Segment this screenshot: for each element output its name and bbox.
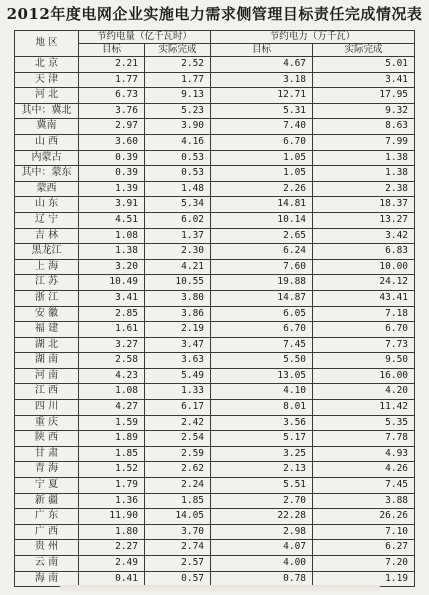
power-target-cell: 4.00 bbox=[211, 556, 313, 572]
table-row bbox=[15, 322, 415, 338]
table-row bbox=[15, 259, 415, 275]
region-cell: 贵 州 bbox=[15, 540, 79, 556]
energy-actual-cell: 3.47 bbox=[145, 337, 211, 353]
table-row bbox=[15, 478, 415, 494]
power-target-cell: 3.18 bbox=[211, 72, 313, 88]
power-actual-cell: 2.38 bbox=[313, 181, 415, 197]
region-cell: 重 庆 bbox=[15, 415, 79, 431]
power-actual-cell: 3.41 bbox=[313, 72, 415, 88]
energy-actual-cell: 2.59 bbox=[145, 446, 211, 462]
power-actual-cell: 5.01 bbox=[313, 57, 415, 73]
power-actual-cell: 17.95 bbox=[313, 88, 415, 104]
energy-actual-cell: 2.30 bbox=[145, 244, 211, 260]
region-cell: 冀南 bbox=[15, 119, 79, 135]
energy-target-cell: 1.85 bbox=[79, 446, 145, 462]
table-row bbox=[15, 306, 415, 322]
energy-target-cell: 3.60 bbox=[79, 134, 145, 150]
power-actual-cell: 6.27 bbox=[313, 540, 415, 556]
region-cell: 辽 宁 bbox=[15, 212, 79, 228]
power-target-cell: 5.31 bbox=[211, 103, 313, 119]
table-row bbox=[15, 353, 415, 369]
energy-actual-cell: 2.57 bbox=[145, 556, 211, 572]
energy-actual-cell: 1.33 bbox=[145, 384, 211, 400]
energy-actual-cell: 2.74 bbox=[145, 540, 211, 556]
table-row bbox=[15, 446, 415, 462]
table-row bbox=[15, 103, 415, 119]
power-target-cell: 4.67 bbox=[211, 57, 313, 73]
region-cell: 河 北 bbox=[15, 88, 79, 104]
table-row bbox=[15, 134, 415, 150]
energy-target-cell: 1.08 bbox=[79, 384, 145, 400]
energy-actual-cell: 14.05 bbox=[145, 509, 211, 525]
energy-target-cell: 1.39 bbox=[79, 181, 145, 197]
power-actual-cell: 16.00 bbox=[313, 368, 415, 384]
power-target-cell: 7.45 bbox=[211, 337, 313, 353]
region-cell: 北 京 bbox=[15, 57, 79, 73]
power-actual-cell: 1.38 bbox=[313, 150, 415, 166]
table-row bbox=[15, 166, 415, 182]
power-actual-cell: 18.37 bbox=[313, 197, 415, 213]
power-target-cell: 5.50 bbox=[211, 353, 313, 369]
power-target-cell: 19.88 bbox=[211, 275, 313, 291]
region-cell: 江 苏 bbox=[15, 275, 79, 291]
energy-target-cell: 2.49 bbox=[79, 556, 145, 572]
energy-actual-cell: 3.86 bbox=[145, 306, 211, 322]
power-target-cell: 6.70 bbox=[211, 134, 313, 150]
region-cell: 天 津 bbox=[15, 72, 79, 88]
table-row bbox=[15, 72, 415, 88]
region-cell: 福 建 bbox=[15, 322, 79, 338]
table-row bbox=[15, 244, 415, 260]
energy-target-cell: 11.90 bbox=[79, 509, 145, 525]
region-cell: 四 川 bbox=[15, 400, 79, 416]
table-row bbox=[15, 228, 415, 244]
energy-actual-cell: 2.19 bbox=[145, 322, 211, 338]
table-row bbox=[15, 368, 415, 384]
power-target-cell: 5.17 bbox=[211, 431, 313, 447]
power-target-cell: 7.60 bbox=[211, 259, 313, 275]
power-actual-cell: 1.38 bbox=[313, 166, 415, 182]
energy-savings-header: 节约电量（亿千瓦时） bbox=[79, 31, 211, 44]
power-actual-header: 实际完成 bbox=[313, 44, 415, 57]
table-row bbox=[15, 415, 415, 431]
region-cell: 宁 夏 bbox=[15, 478, 79, 494]
energy-actual-cell: 5.34 bbox=[145, 197, 211, 213]
power-actual-cell: 26.26 bbox=[313, 509, 415, 525]
energy-target-cell: 1.08 bbox=[79, 228, 145, 244]
power-actual-cell: 6.70 bbox=[313, 322, 415, 338]
region-cell: 其中：蒙东 bbox=[15, 166, 79, 182]
region-cell: 云 南 bbox=[15, 556, 79, 572]
power-target-cell: 2.98 bbox=[211, 524, 313, 540]
table-row bbox=[15, 384, 415, 400]
table-row bbox=[15, 493, 415, 509]
energy-target-cell: 3.76 bbox=[79, 103, 145, 119]
power-target-cell: 2.70 bbox=[211, 493, 313, 509]
power-target-cell: 3.56 bbox=[211, 415, 313, 431]
table-row bbox=[15, 197, 415, 213]
energy-target-cell: 0.39 bbox=[79, 150, 145, 166]
energy-target-cell: 1.89 bbox=[79, 431, 145, 447]
energy-target-header: 目标 bbox=[79, 44, 145, 57]
region-cell: 其中：冀北 bbox=[15, 103, 79, 119]
page-title: 2012年度电网企业实施电力需求侧管理目标责任完成情况表 bbox=[6, 5, 423, 23]
energy-target-cell: 1.61 bbox=[79, 322, 145, 338]
energy-actual-cell: 1.48 bbox=[145, 181, 211, 197]
energy-actual-cell: 1.85 bbox=[145, 493, 211, 509]
energy-actual-cell: 5.49 bbox=[145, 368, 211, 384]
power-actual-cell: 7.20 bbox=[313, 556, 415, 572]
table-row bbox=[15, 88, 415, 104]
energy-actual-cell: 2.62 bbox=[145, 462, 211, 478]
power-target-cell: 2.13 bbox=[211, 462, 313, 478]
power-target-cell: 7.40 bbox=[211, 119, 313, 135]
energy-actual-cell: 3.70 bbox=[145, 524, 211, 540]
power-actual-cell: 7.18 bbox=[313, 306, 415, 322]
table-row bbox=[15, 556, 415, 572]
table-row bbox=[15, 540, 415, 556]
table-row bbox=[15, 337, 415, 353]
power-target-cell: 14.87 bbox=[211, 290, 313, 306]
region-cell: 青 海 bbox=[15, 462, 79, 478]
region-cell: 蒙西 bbox=[15, 181, 79, 197]
region-cell: 山 西 bbox=[15, 134, 79, 150]
region-cell: 河 南 bbox=[15, 368, 79, 384]
table-body bbox=[15, 57, 415, 587]
table-row bbox=[15, 400, 415, 416]
power-actual-cell: 13.27 bbox=[313, 212, 415, 228]
power-target-cell: 6.70 bbox=[211, 322, 313, 338]
energy-target-cell: 10.49 bbox=[79, 275, 145, 291]
power-target-cell: 2.26 bbox=[211, 181, 313, 197]
energy-actual-cell: 4.21 bbox=[145, 259, 211, 275]
table-row bbox=[15, 524, 415, 540]
table-row bbox=[15, 212, 415, 228]
power-target-cell: 0.78 bbox=[211, 571, 313, 587]
power-target-cell: 1.05 bbox=[211, 150, 313, 166]
power-target-cell: 12.71 bbox=[211, 88, 313, 104]
power-target-cell: 2.65 bbox=[211, 228, 313, 244]
energy-actual-cell: 3.80 bbox=[145, 290, 211, 306]
power-actual-cell: 24.12 bbox=[313, 275, 415, 291]
power-actual-cell: 3.88 bbox=[313, 493, 415, 509]
power-actual-cell: 5.35 bbox=[313, 415, 415, 431]
energy-actual-cell: 1.37 bbox=[145, 228, 211, 244]
power-target-cell: 1.05 bbox=[211, 166, 313, 182]
power-actual-cell: 4.20 bbox=[313, 384, 415, 400]
region-cell: 湖 北 bbox=[15, 337, 79, 353]
power-actual-cell: 9.32 bbox=[313, 103, 415, 119]
energy-target-cell: 3.20 bbox=[79, 259, 145, 275]
table-row bbox=[15, 119, 415, 135]
power-actual-cell: 4.26 bbox=[313, 462, 415, 478]
region-cell: 甘 肃 bbox=[15, 446, 79, 462]
table-row bbox=[15, 462, 415, 478]
power-target-cell: 6.05 bbox=[211, 306, 313, 322]
energy-target-cell: 2.97 bbox=[79, 119, 145, 135]
power-actual-cell: 10.00 bbox=[313, 259, 415, 275]
energy-actual-cell: 2.42 bbox=[145, 415, 211, 431]
power-target-cell: 14.81 bbox=[211, 197, 313, 213]
region-cell: 陕 西 bbox=[15, 431, 79, 447]
region-cell: 广 东 bbox=[15, 509, 79, 525]
region-cell: 新 疆 bbox=[15, 493, 79, 509]
table-row bbox=[15, 57, 415, 73]
energy-target-cell: 1.36 bbox=[79, 493, 145, 509]
energy-actual-cell: 1.77 bbox=[145, 72, 211, 88]
energy-target-cell: 4.27 bbox=[79, 400, 145, 416]
energy-actual-cell: 2.52 bbox=[145, 57, 211, 73]
energy-actual-cell: 2.54 bbox=[145, 431, 211, 447]
region-cell: 上 海 bbox=[15, 259, 79, 275]
energy-actual-cell: 5.23 bbox=[145, 103, 211, 119]
energy-actual-cell: 3.63 bbox=[145, 353, 211, 369]
table-row bbox=[15, 290, 415, 306]
table-row bbox=[15, 181, 415, 197]
power-actual-cell: 6.83 bbox=[313, 244, 415, 260]
table-row bbox=[15, 509, 415, 525]
region-header: 地 区 bbox=[15, 31, 79, 57]
table-row bbox=[15, 431, 415, 447]
power-target-cell: 10.14 bbox=[211, 212, 313, 228]
energy-target-cell: 3.41 bbox=[79, 290, 145, 306]
power-actual-cell: 8.63 bbox=[313, 119, 415, 135]
power-target-cell: 8.01 bbox=[211, 400, 313, 416]
power-actual-cell: 1.19 bbox=[313, 571, 415, 587]
power-actual-cell: 4.93 bbox=[313, 446, 415, 462]
energy-actual-cell: 2.24 bbox=[145, 478, 211, 494]
energy-target-cell: 3.91 bbox=[79, 197, 145, 213]
energy-target-cell: 4.51 bbox=[79, 212, 145, 228]
energy-actual-cell: 6.02 bbox=[145, 212, 211, 228]
energy-actual-cell: 4.16 bbox=[145, 134, 211, 150]
energy-actual-header: 实际完成 bbox=[145, 44, 211, 57]
energy-target-cell: 0.39 bbox=[79, 166, 145, 182]
power-actual-cell: 11.42 bbox=[313, 400, 415, 416]
energy-actual-cell: 0.53 bbox=[145, 150, 211, 166]
power-actual-cell: 9.50 bbox=[313, 353, 415, 369]
energy-target-cell: 3.27 bbox=[79, 337, 145, 353]
region-cell: 江 西 bbox=[15, 384, 79, 400]
table-row bbox=[15, 150, 415, 166]
power-target-cell: 22.28 bbox=[211, 509, 313, 525]
energy-actual-cell: 9.13 bbox=[145, 88, 211, 104]
energy-target-cell: 1.80 bbox=[79, 524, 145, 540]
energy-target-cell: 1.52 bbox=[79, 462, 145, 478]
energy-target-cell: 2.21 bbox=[79, 57, 145, 73]
energy-target-cell: 1.77 bbox=[79, 72, 145, 88]
energy-target-cell: 1.79 bbox=[79, 478, 145, 494]
region-cell: 海 南 bbox=[15, 571, 79, 587]
energy-actual-cell: 10.55 bbox=[145, 275, 211, 291]
power-actual-cell: 43.41 bbox=[313, 290, 415, 306]
power-target-header: 目标 bbox=[211, 44, 313, 57]
region-cell: 内蒙古 bbox=[15, 150, 79, 166]
power-target-cell: 5.51 bbox=[211, 478, 313, 494]
region-cell: 浙 江 bbox=[15, 290, 79, 306]
energy-target-cell: 1.59 bbox=[79, 415, 145, 431]
power-target-cell: 3.25 bbox=[211, 446, 313, 462]
energy-target-cell: 0.41 bbox=[79, 571, 145, 587]
region-cell: 吉 林 bbox=[15, 228, 79, 244]
power-actual-cell: 7.73 bbox=[313, 337, 415, 353]
dsm-results-table bbox=[14, 30, 415, 587]
region-cell: 湖 南 bbox=[15, 353, 79, 369]
energy-target-cell: 1.38 bbox=[79, 244, 145, 260]
energy-target-cell: 4.23 bbox=[79, 368, 145, 384]
power-target-cell: 4.10 bbox=[211, 384, 313, 400]
power-actual-cell: 7.78 bbox=[313, 431, 415, 447]
energy-target-cell: 2.85 bbox=[79, 306, 145, 322]
power-target-cell: 6.24 bbox=[211, 244, 313, 260]
power-actual-cell: 7.99 bbox=[313, 134, 415, 150]
power-actual-cell: 7.45 bbox=[313, 478, 415, 494]
power-actual-cell: 7.10 bbox=[313, 524, 415, 540]
power-target-cell: 13.05 bbox=[211, 368, 313, 384]
energy-actual-cell: 0.57 bbox=[145, 571, 211, 587]
region-cell: 广 西 bbox=[15, 524, 79, 540]
table-row bbox=[15, 275, 415, 291]
energy-target-cell: 6.73 bbox=[79, 88, 145, 104]
page-bottom-shadow bbox=[60, 585, 380, 593]
region-cell: 安 徽 bbox=[15, 306, 79, 322]
region-cell: 黑龙江 bbox=[15, 244, 79, 260]
region-cell: 山 东 bbox=[15, 197, 79, 213]
power-target-cell: 4.07 bbox=[211, 540, 313, 556]
power-actual-cell: 3.42 bbox=[313, 228, 415, 244]
energy-actual-cell: 0.53 bbox=[145, 166, 211, 182]
energy-target-cell: 2.27 bbox=[79, 540, 145, 556]
power-savings-header: 节约电力（万千瓦） bbox=[211, 31, 415, 44]
energy-target-cell: 2.58 bbox=[79, 353, 145, 369]
energy-actual-cell: 3.90 bbox=[145, 119, 211, 135]
energy-actual-cell: 6.17 bbox=[145, 400, 211, 416]
